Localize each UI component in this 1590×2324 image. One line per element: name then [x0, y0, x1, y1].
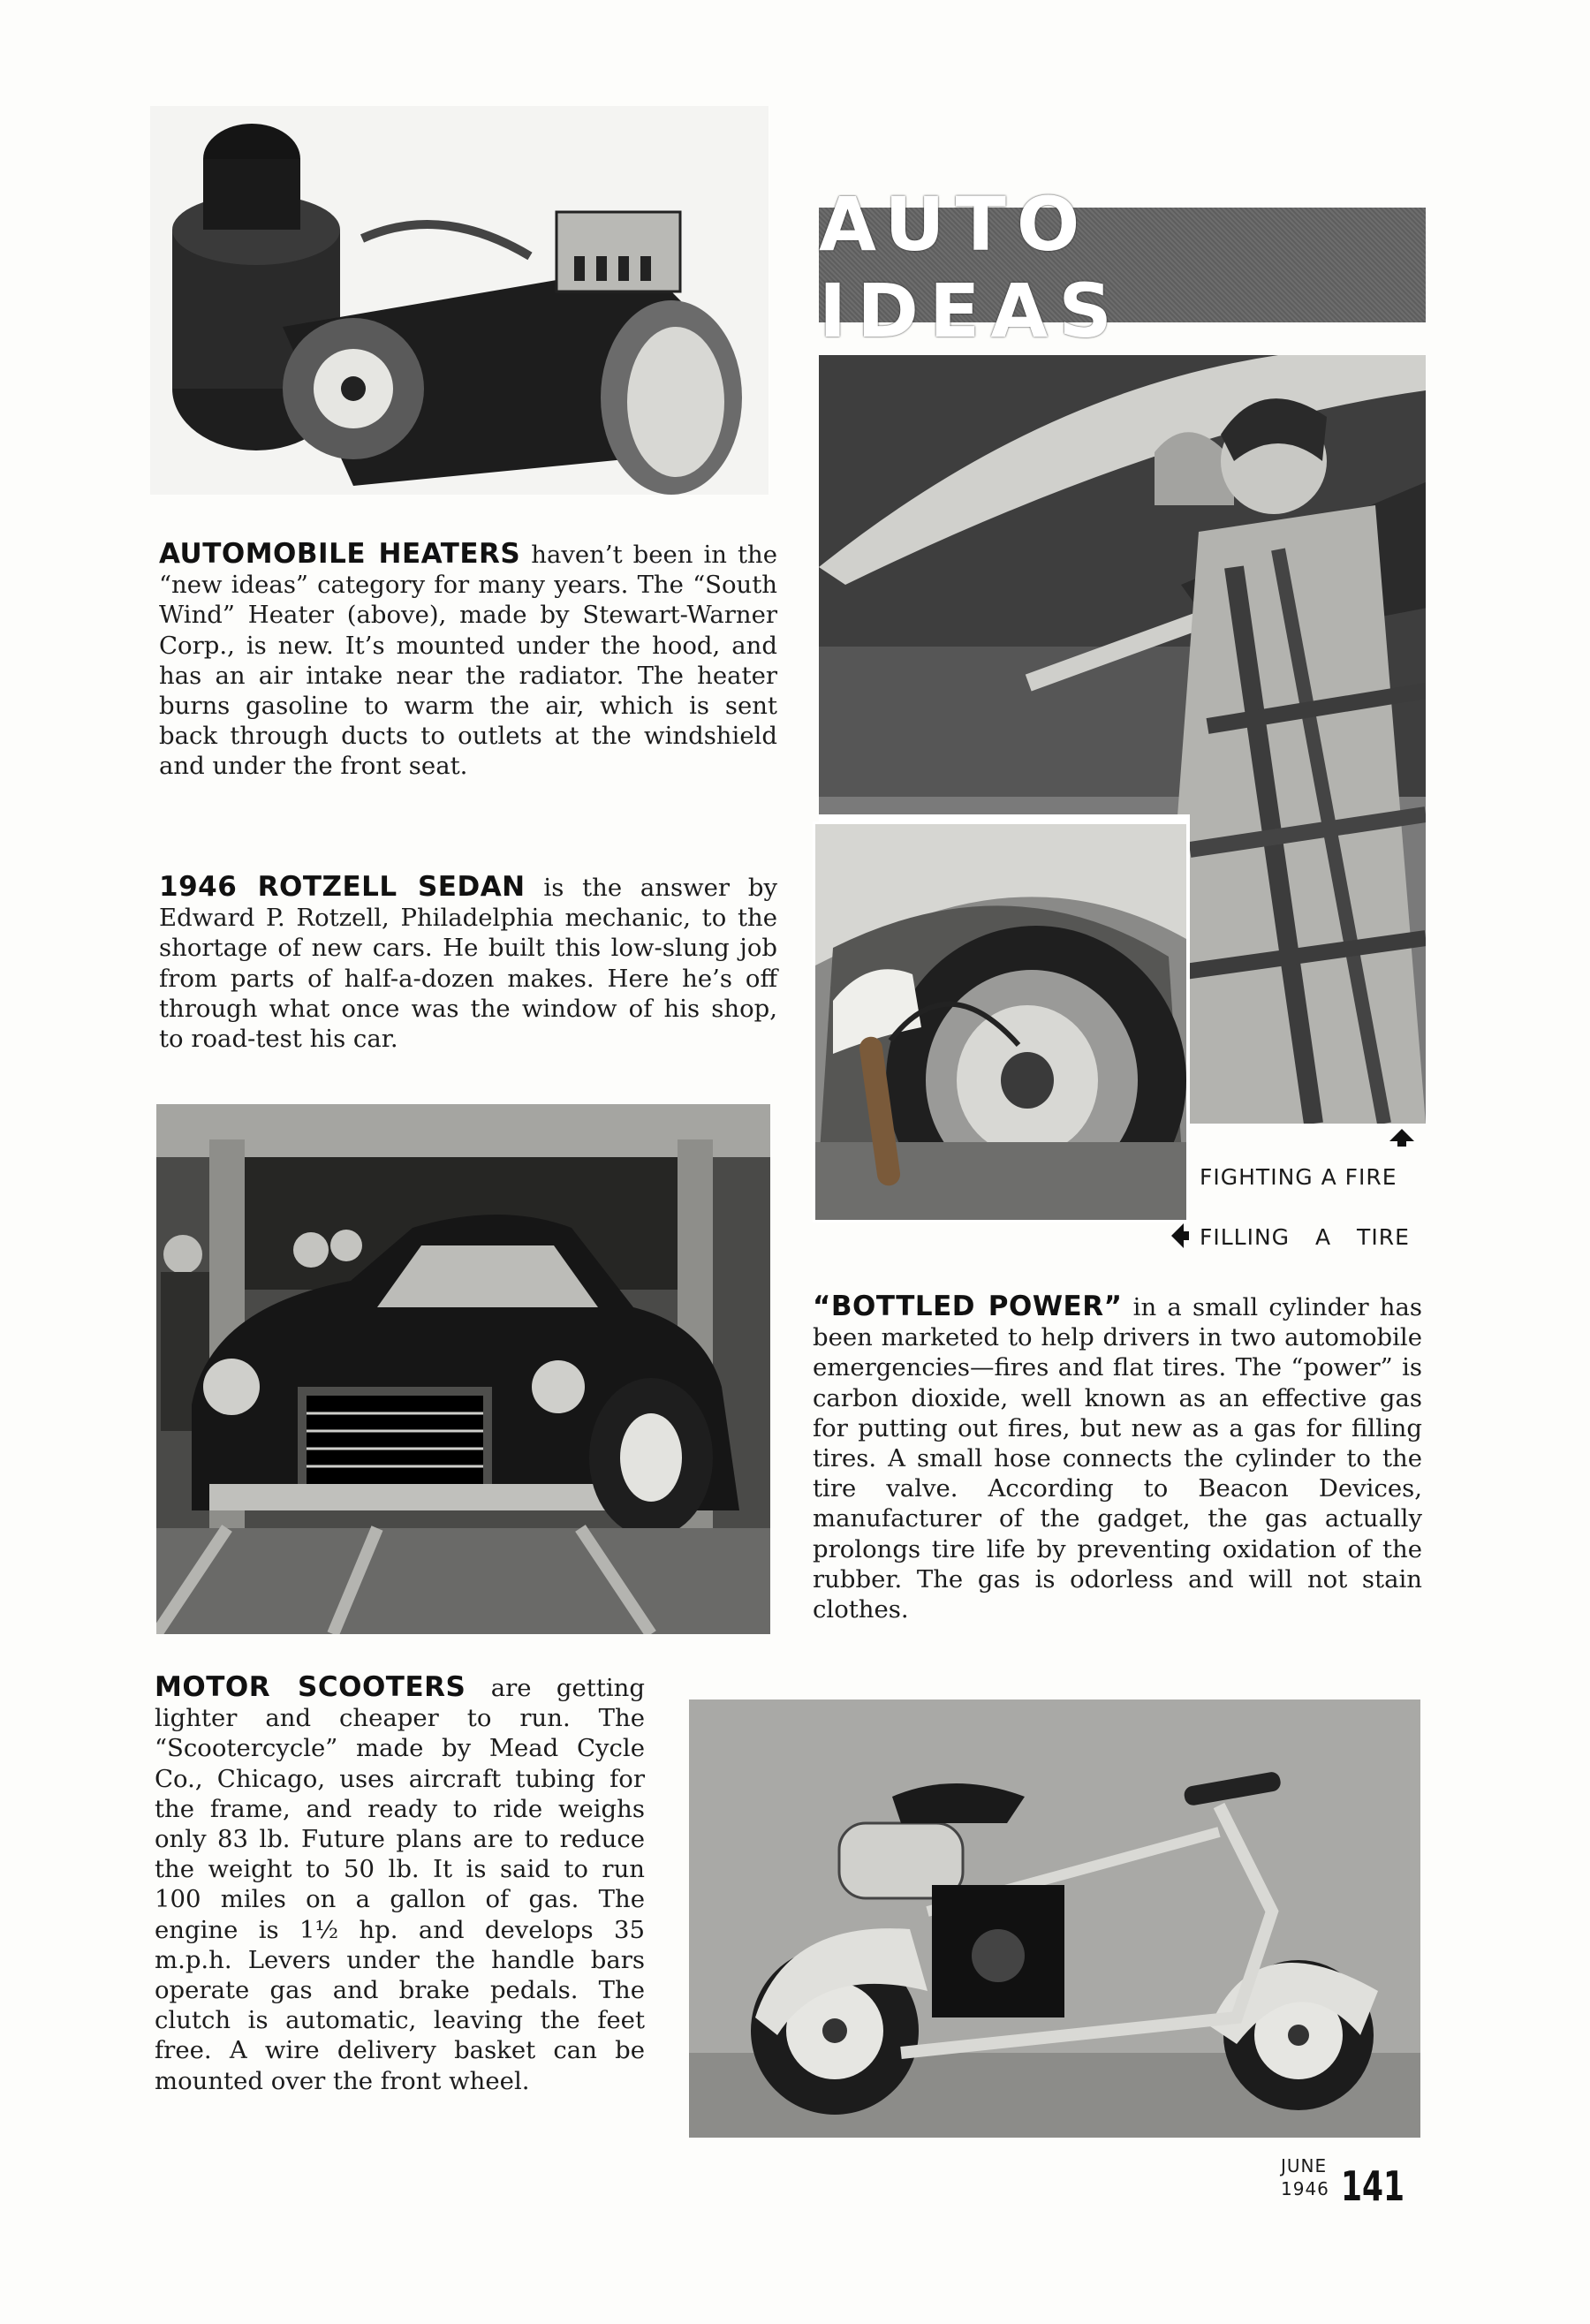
scootercycle-photo	[689, 1699, 1420, 2138]
arrow-up-icon	[1389, 1129, 1414, 1141]
article-body: are getting lighter and cheaper to run. The “Scootercycle” made by Mead Cycle Co., Chicago, uses aircraft tubing for the frame, and ready to ride weighs only 83 lb. Future plans are to reduce the weight to 50 lb. It is said to run 100 miles on a gallon of gas. The engine is 1½ hp. and develops 35 m.p.h. Levers under the handle bars operate gas and brake pedals. The clutch is automatic, leaving the feet free. A wire delivery basket can be mounted over the front wheel.	[155, 1674, 645, 2095]
tire-filling-photo	[813, 821, 1189, 1223]
folio-month: JUNE	[1281, 2155, 1328, 2176]
caption-fighting-fire: FIGHTING A FIRE	[1200, 1164, 1397, 1190]
article-lead: 1946 ROTZELL SEDAN	[159, 871, 526, 903]
banner-title: AUTO IDEAS	[819, 181, 1123, 354]
rotzell-sedan-photo	[156, 1104, 770, 1634]
article-rotzell-sedan	[159, 872, 777, 1054]
article-motor-scooters	[155, 1672, 645, 2096]
article-lead: “BOTTLED POWER”	[813, 1291, 1123, 1322]
article-lead: MOTOR SCOOTERS	[155, 1671, 466, 1703]
article-body: haven’t been in the “new ideas” category for many years. The “South Wind” Heater (above), made by Stewart-Warner Corp., is new. It’s mounted under the hood, and has an air intake near the radiator. The heater burns gasoline to warm the air, which is sent back through ducts to outlets at the windshield and under the front seat.	[159, 541, 777, 781]
article-body: in a small cylinder has been marketed to help drivers in two automobile emergencies—fires and flat tires. The “power” is carbon dioxide, well known as an effective gas for putting out fires, but new as a gas for filling tires. A small hose connects the cylinder to the tire valve. According to Beacon Devices, manufacturer of the gadget, the gas actually prolongs tire life by preventing oxidation of the rubber. The gas is odorless and will not stain clothes.	[813, 1293, 1422, 1624]
article-body: is the answer by Edward P. Rotzell, Philadelphia mechanic, to the shortage of new cars. He built this low-slung job from parts of half-a-dozen makes. Here he’s off through what once was the window of his shop, to road-test his car.	[159, 874, 777, 1054]
article-bottled-power	[813, 1291, 1422, 1624]
section-banner	[819, 181, 1426, 354]
page-number: 141	[1341, 2162, 1405, 2210]
arrow-left-icon	[1171, 1223, 1184, 1248]
heater-photo	[150, 106, 768, 495]
article-lead: AUTOMOBILE HEATERS	[159, 538, 521, 570]
article-automobile-heaters	[159, 539, 777, 782]
folio-year: 1946	[1281, 2178, 1329, 2199]
caption-filling-tire: FILLING A TIRE	[1200, 1224, 1410, 1250]
